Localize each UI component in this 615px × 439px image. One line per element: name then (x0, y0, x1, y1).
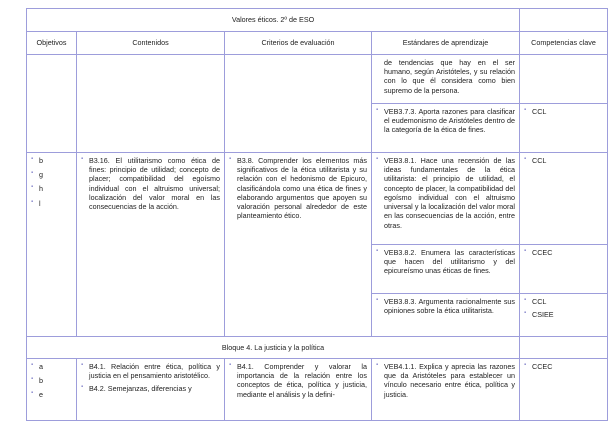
standard-item: ▪ VEB3.8.1. Hace una recensión de las ideas fundamentales de la ética utilitarista: el principio de utilidad, el concepto de placer, la compatibilidad del egoísmo individual con el altruismo universal y la localización del valor moral en las consecuencias de la acción, entre otras. (376, 156, 515, 230)
competence-item: ▪ CCEC (524, 248, 603, 257)
competence-cell (520, 294, 608, 337)
header-estandares: Estándares de aprendizaje (372, 32, 520, 55)
header-competencias: Competencias clave (520, 32, 608, 55)
criterion-cell (225, 55, 372, 153)
criterion-cell (225, 153, 372, 337)
objective-item: ▪ h (31, 184, 72, 193)
standard-cell (372, 55, 520, 104)
content-cell (77, 153, 225, 337)
standard-text: de tendencias que hay en el ser humano, según Aristóteles, y su relación con lo que él considera como bien supremo de la persona. (384, 58, 516, 95)
table-title: Valores éticos. 2º de ESO (27, 9, 520, 32)
standard-item: ▪ VEB4.1.1. Explica y aprecia las razones que da Aristóteles para establecer un vínculo necesario entre ética, política y justicia. (376, 362, 515, 399)
criterion-item: ▪ B4.1. Comprender y valorar la importancia de la relación entre los conceptos de ética, política y justicia, mediante el análisis y la defini- (229, 362, 367, 399)
objectives-cell (27, 55, 77, 153)
criterion-item: ▪ B3.8. Comprender los elementos más significativos de la ética utilitarista y su relación con el hedonismo de Epicuro, clasificándola como una ética de fines y elaborando argumentos que apoyen su valoración personal alrededor de este planteamiento ético. (229, 156, 367, 221)
standard-cell (372, 104, 520, 153)
competence-item: ▪ CCL (524, 297, 603, 306)
content-cell (77, 55, 225, 153)
competence-item: ▪ CCL (524, 107, 603, 116)
title-empty-cell (520, 9, 608, 32)
block-title: Bloque 4. La justicia y la política (27, 337, 520, 359)
competence-item: ▪ CCEC (524, 362, 603, 371)
content-item: ▪ B4.2. Semejanzas, diferencias y (81, 384, 220, 393)
standard-item: ▪ VEB3.8.2. Enumera las características que hacen del utilitarismo y del epicureísmo unas éticas de fines. (376, 248, 515, 276)
standard-item: ▪ VEB3.8.3. Argumenta racionalmente sus opiniones sobre la ética utilitarista. (376, 297, 515, 315)
curriculum-table (26, 8, 608, 421)
header-objetivos: Objetivos (27, 32, 77, 55)
objective-item: ▪ b (31, 156, 72, 165)
header-criterios: Criterios de evaluación (225, 32, 372, 55)
objective-item: ▪ l (31, 199, 72, 208)
objectives-cell (27, 153, 77, 337)
competence-cell (520, 55, 608, 104)
standard-cell (372, 245, 520, 294)
standard-cell (372, 359, 520, 421)
block-empty-cell (520, 337, 608, 359)
objective-item: ▪ g (31, 170, 72, 179)
standard-cell (372, 153, 520, 245)
objectives-cell (27, 359, 77, 421)
competence-item: ▪ CCL (524, 156, 603, 165)
objective-item: ▪ e (31, 390, 72, 399)
competence-cell (520, 245, 608, 294)
competence-cell (520, 359, 608, 421)
competence-cell (520, 104, 608, 153)
competence-item: ▪ CSIEE (524, 310, 603, 319)
content-item: ▪ B3.16. El utilitarismo como ética de fines: principio de utilidad; concepto de placer; compatibilidad del egoísmo individual con el altruismo universal; localización del valor moral en las consecuencias de la acción. (81, 156, 220, 211)
standard-item: ▪ VEB3.7.3. Aporta razones para clasificar el eudemonismo de Aristóteles dentro de la categoría de la ética de fines. (376, 107, 515, 135)
standard-cell (372, 294, 520, 337)
header-contenidos: Contenidos (77, 32, 225, 55)
content-cell (77, 359, 225, 421)
objective-item: ▪ a (31, 362, 72, 371)
content-item: ▪ B4.1. Relación entre ética, política y justicia en el pensamiento aristotélico. (81, 362, 220, 380)
objective-item: ▪ b (31, 376, 72, 385)
criterion-cell (225, 359, 372, 421)
competence-cell (520, 153, 608, 245)
